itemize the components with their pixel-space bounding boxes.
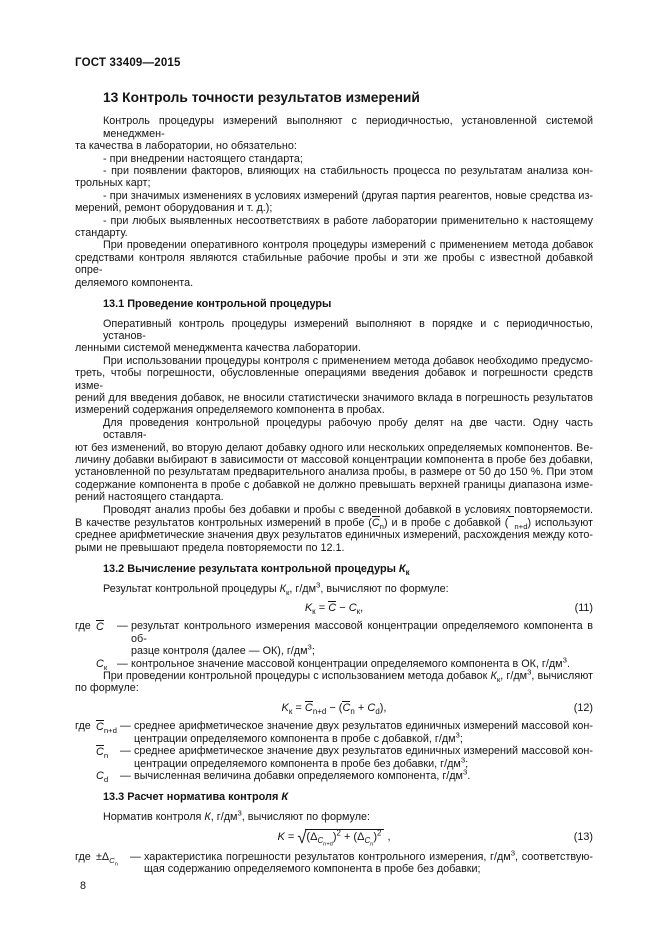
text-line: треть, чтобы погрешности, обусловленные операциями введения добавок и погрешности средств изме- [75, 367, 593, 392]
definition-term: $\pm\Delta_{C_n}$ [96, 850, 118, 868]
definition-dash: — [120, 769, 131, 782]
formula-block [75, 701, 593, 717]
definition-term: $C_d$ [96, 769, 109, 785]
text-line: по формуле: [75, 682, 139, 695]
text-line: измерений содержания определяемого компонента в пробах. [75, 404, 385, 417]
definition-row [75, 655, 593, 672]
paragraph [75, 808, 593, 823]
text-line: результат контрольного измерения массовой концентрации определяемого компонента в об- [131, 620, 593, 645]
text-line: центрации определяемого компонента в пробе без добавки, $г/дм^3$; [134, 754, 469, 770]
definition-dash: — [130, 850, 141, 863]
definition-row [75, 848, 593, 876]
definition-list [75, 720, 593, 785]
definition-dash: — [120, 745, 131, 758]
text-line: мерений, ремонт оборудования и т. д.); [75, 202, 273, 215]
section-heading: 13.3 Расчет норматива контроля К [103, 791, 289, 804]
text-line: среднее арифметические значения двух результатов единичных измерений, расхождения между кото- [75, 529, 593, 542]
text-line: Проводят анализ пробы без добавки и пробы с введенной добавкой в условиях повторяемости. [103, 503, 593, 516]
definition-term: $C_{n+d}$ [96, 721, 117, 736]
text-line: контрольное значение массовой концентрации определяемого компонента в ОК, $г/дм^3$. [131, 655, 570, 670]
text-line: характеристика погрешности результатов контрольного измерения, $г/дм^3$, соответствую- [144, 848, 593, 863]
definition-description [131, 620, 593, 657]
text-line: При использовании процедуры контроля с применением метода добавок необходимо предусмо- [103, 354, 593, 367]
text-line: личину добавки выбирают в зависимости от массовой концентрации компонента в пробе без добавки, [75, 453, 593, 466]
formula-block [75, 828, 593, 848]
definition-row [75, 720, 593, 745]
text-line: Результат контрольной процедуры $К_к$, $г/дм^3$, вычисляют по формуле: [103, 580, 449, 597]
definition-term: $C_к$ [96, 657, 108, 672]
text-line: среднее арифметическое значение двух результатов единичных измерений массовой кон- [134, 745, 593, 758]
text-line: рений для введения добавок, не вносили статистически значимого вклада в погрешность результатов [75, 391, 593, 404]
formula-number: (13) [573, 830, 593, 843]
definition-lead: где [75, 620, 91, 633]
page-number: 8 [80, 879, 87, 892]
text-line: - при появлении факторов, влияющих на стабильность процесса по результатам анализа кон- [103, 165, 593, 178]
definition-lead [75, 658, 96, 670]
text-line: ленными системой менеджмента качества лаборатории. [75, 342, 361, 355]
text-line: разце контроля (далее — ОК), $г/дм^3$; [131, 642, 315, 658]
text-line: рыми не превышают предела повторяемости по 12.1. [75, 541, 345, 554]
section-heading: 13.1 Проведение контрольной процедуры [103, 298, 332, 311]
paragraph [75, 115, 593, 289]
definition-row [75, 767, 593, 785]
formula: $K = √(\Delta_{C_{n+d}})^2 + (\Delta_{C_n})^2$ , [277, 828, 391, 848]
definition-term: C [96, 621, 104, 634]
text-line: В качестве результатов контрольных измерений в пробе $(C_n)$ и в пробе с добавкой ( $_{n+d}$) используют [75, 517, 593, 532]
paragraph [75, 580, 593, 597]
definition-list [75, 848, 593, 876]
section-heading: 13 Контроль точности результатов измерений [103, 90, 420, 106]
text-line: Оперативный контроль процедуры измерений выполняют в порядке и с периодичностью, установ- [103, 317, 593, 342]
definition-lead: где [75, 720, 91, 733]
text-line: среднее арифметическое значение двух результатов единичных измерений массовой кон- [134, 720, 593, 733]
definition-lead: где [75, 850, 91, 863]
text-line: - при значимых изменениях в условиях измерений (другая партия реагентов, новые средства из- [103, 189, 593, 202]
formula: $K_к = C_{n+d} - (C_n + C_d)$, [281, 701, 387, 717]
text-line: Норматив контроля К, $г/дм^3$, вычисляют по формуле: [103, 808, 371, 823]
definition-lead [75, 770, 96, 782]
definition-row [75, 620, 593, 657]
definition-term: $C_n$ [96, 746, 109, 761]
paragraph [75, 667, 593, 695]
formula-number: (11) [574, 601, 593, 614]
text-line: - при внедрении настоящего стандарта; [103, 152, 303, 165]
document-header-title: ГОСТ 33409—2015 [75, 57, 181, 69]
text-line: щая содержанию определяемого компонента в пробе без добавки; [144, 863, 481, 876]
definition-description [134, 745, 593, 770]
formula-number: (12) [573, 701, 593, 714]
definition-dash: — [120, 720, 131, 733]
text-line: трольных карт; [75, 177, 151, 190]
text-line: При проведении контрольной процедуры с использованием метода добавок $К_к$, $г/дм^3$, вычисляют [103, 667, 593, 685]
text-line: стандарту. [75, 227, 128, 240]
text-line: - при любых выявленных несоответствиях в работе лаборатории применительно к настоящему [103, 214, 593, 227]
text-line: Для проведения контрольной процедуры рабочую пробу делят на две части. Одну часть оставля- [103, 416, 593, 442]
definition-description [134, 720, 593, 745]
formula-block [75, 601, 593, 617]
paragraph [75, 318, 593, 555]
definition-lead [75, 745, 96, 770]
text-line: центрации определяемого компонента в пробе с добавкой, $г/дм^3$; [134, 730, 463, 745]
text-line: Контроль процедуры измерений выполняют с периодичностью, установленной системой менеджмен- [103, 115, 593, 140]
text-line: та качества в лаборатории, но обязательно: [75, 140, 297, 153]
text-line: вычисленная величина добавки определяемого компонента, $г/дм^3$. [134, 767, 471, 782]
formula: $K_к = C - C_к$, [304, 602, 364, 617]
definition-row [75, 745, 593, 770]
text-line: содержание компонента в пробе с добавкой не должно превышать верхней границы диапазона изме- [75, 478, 593, 491]
section-heading: 13.2 Вычисление результата контрольной процедуры $К_к$ [103, 563, 410, 578]
text-line: ют без изменений, во вторую делают добавку одного или нескольких определяемых компонентов. Ве- [75, 441, 593, 454]
definition-list [75, 620, 593, 670]
definition-description [134, 767, 593, 782]
definition-dash: — [117, 620, 128, 633]
definition-dash: — [117, 657, 128, 670]
text-line: рений настоящего стандарта. [75, 491, 224, 504]
definition-description [144, 848, 593, 876]
text-line: При проведении оперативного контроля процедуры измерений с применением метода добавок [103, 239, 593, 252]
definition-description [131, 655, 593, 670]
text-line: установленной по результатам предварительного анализа пробы, в размере от 50 до 150 %. При этом [75, 466, 593, 479]
document-body [75, 90, 593, 875]
text-line: средствами контроля являются стабильные рабочие пробы и эти же пробы с известной добавкой опре- [75, 251, 593, 277]
text-line: деляемого компонента. [75, 276, 194, 289]
